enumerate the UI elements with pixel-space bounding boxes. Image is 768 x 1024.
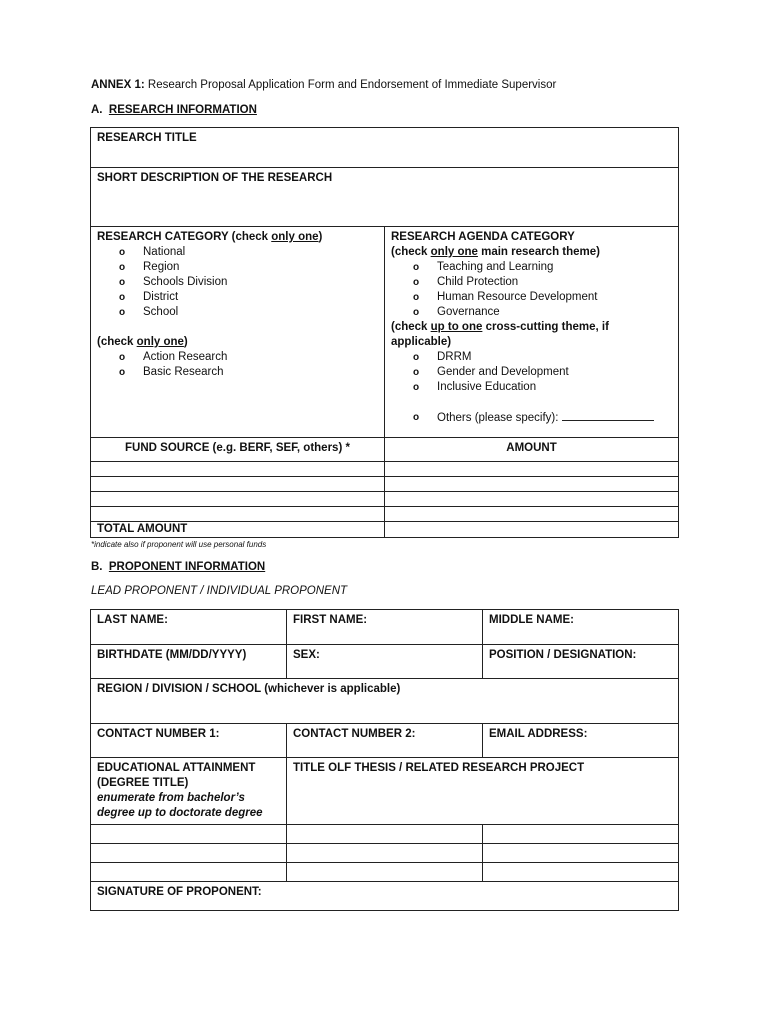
agenda-others	[391, 410, 672, 426]
lead-proponent-label: LEAD PROPONENT / INDIVIDUAL PROPONENT	[91, 585, 348, 597]
educational-attainment-label: EDUCATIONAL ATTAINMENT (DEGREE TITLE)	[97, 762, 256, 789]
research-information-table	[90, 127, 679, 538]
position-cell[interactable]	[483, 645, 679, 679]
agenda-option-drrm[interactable]: o DRRM	[391, 350, 672, 365]
signature-cell[interactable]	[91, 882, 679, 911]
category-option-national[interactable]: o National	[97, 245, 378, 260]
research-title-cell[interactable]	[91, 128, 679, 168]
email-address-label: EMAIL ADDRESS:	[489, 728, 588, 740]
section-b-letter: B.	[91, 561, 103, 573]
first-name-cell[interactable]	[287, 610, 483, 645]
region-division-school-label: REGION / DIVISION / SCHOOL (whichever is applicable)	[97, 683, 401, 695]
agenda-option-others[interactable]: o Others (please specify):	[391, 410, 672, 426]
type-option-action-research[interactable]: o Action Research	[97, 350, 378, 365]
others-specify-line[interactable]	[562, 410, 654, 421]
thesis-cell[interactable]	[287, 844, 483, 863]
fund-source-cell[interactable]	[91, 507, 385, 522]
agenda-cross-options	[391, 350, 672, 395]
research-category-cell	[91, 227, 385, 438]
position-label: POSITION / DESIGNATION:	[489, 649, 637, 661]
category-option-district[interactable]: o District	[97, 290, 378, 305]
research-type-label: (check only one)	[97, 336, 188, 348]
agenda-option-teaching-learning[interactable]: o Teaching and Learning	[391, 260, 672, 275]
educational-attainment-header	[91, 758, 287, 825]
contact-number-2-label: CONTACT NUMBER 2:	[293, 728, 416, 740]
sex-cell[interactable]	[287, 645, 483, 679]
fund-source-cell[interactable]	[91, 492, 385, 507]
degree-cell[interactable]	[91, 844, 287, 863]
total-amount-label: TOTAL AMOUNT	[91, 522, 385, 538]
research-type-options	[97, 350, 378, 380]
annex-title-text: Research Proposal Application Form and Endorsement of Immediate Supervisor	[144, 79, 557, 91]
first-name-label: FIRST NAME:	[293, 614, 368, 626]
category-option-schools-division[interactable]: o Schools Division	[97, 275, 378, 290]
section-a-heading	[91, 104, 257, 116]
research-agenda-cell	[385, 227, 679, 438]
email-address-cell[interactable]	[483, 724, 679, 758]
thesis-cell[interactable]	[483, 863, 679, 882]
annex-title	[91, 79, 556, 91]
degree-cell[interactable]	[91, 825, 287, 844]
middle-name-label: MIDDLE NAME:	[489, 614, 574, 626]
amount-cell[interactable]	[385, 477, 679, 492]
agenda-option-hr-development[interactable]: o Human Resource Development	[391, 290, 672, 305]
proponent-information-table	[90, 609, 679, 911]
thesis-cell[interactable]	[483, 825, 679, 844]
agenda-main-options	[391, 260, 672, 320]
category-options	[97, 245, 378, 320]
degree-cell[interactable]	[91, 863, 287, 882]
thesis-cell[interactable]	[287, 825, 483, 844]
amount-cell[interactable]	[385, 507, 679, 522]
thesis-cell[interactable]	[483, 844, 679, 863]
short-description-label: SHORT DESCRIPTION OF THE RESEARCH	[97, 172, 333, 184]
contact-number-2-cell[interactable]	[287, 724, 483, 758]
research-agenda-label: RESEARCH AGENDA CATEGORY	[391, 231, 575, 243]
thesis-title-label: TITLE OLF THESIS / RELATED RESEARCH PROJECT	[293, 762, 585, 774]
contact-number-1-cell[interactable]	[91, 724, 287, 758]
fund-source-cell[interactable]	[91, 462, 385, 477]
section-a-letter: A.	[91, 104, 103, 116]
agenda-cross-instruction: (check up to one cross-cutting theme, if applicable)	[391, 321, 609, 348]
agenda-option-child-protection[interactable]: o Child Protection	[391, 275, 672, 290]
amount-header: AMOUNT	[385, 438, 679, 462]
category-option-school[interactable]: o School	[97, 305, 378, 320]
birthdate-cell[interactable]	[91, 645, 287, 679]
category-option-region[interactable]: o Region	[97, 260, 378, 275]
agenda-main-instruction: (check only one main research theme)	[391, 246, 601, 258]
thesis-title-header	[287, 758, 679, 825]
annex-prefix: ANNEX 1:	[91, 79, 145, 91]
type-option-basic-research[interactable]: o Basic Research	[97, 365, 378, 380]
middle-name-cell[interactable]	[483, 610, 679, 645]
section-a-title: RESEARCH INFORMATION	[108, 104, 257, 116]
amount-cell[interactable]	[385, 462, 679, 477]
sex-label: SEX:	[293, 649, 320, 661]
section-b-title: PROPONENT INFORMATION	[108, 561, 266, 573]
thesis-cell[interactable]	[287, 863, 483, 882]
contact-number-1-label: CONTACT NUMBER 1:	[97, 728, 220, 740]
region-division-school-cell[interactable]	[91, 679, 679, 724]
last-name-cell[interactable]	[91, 610, 287, 645]
short-description-cell[interactable]	[91, 168, 679, 227]
agenda-option-inclusive-education[interactable]: o Inclusive Education	[391, 380, 672, 395]
amount-cell[interactable]	[385, 492, 679, 507]
fund-source-cell[interactable]	[91, 477, 385, 492]
signature-label: SIGNATURE OF PROPONENT:	[97, 886, 262, 898]
research-title-label: RESEARCH TITLE	[97, 132, 197, 144]
birthdate-label: BIRTHDATE (MM/DD/YYYY)	[97, 649, 247, 661]
section-b-heading	[91, 561, 265, 573]
fund-footnote: *indicate also if proponent will use personal funds	[91, 540, 267, 549]
fund-source-header: FUND SOURCE (e.g. BERF, SEF, others) *	[91, 438, 385, 462]
research-category-label: RESEARCH CATEGORY (check only one)	[97, 231, 323, 243]
agenda-option-gender-development[interactable]: o Gender and Development	[391, 365, 672, 380]
last-name-label: LAST NAME:	[97, 614, 168, 626]
agenda-option-governance[interactable]: o Governance	[391, 305, 672, 320]
educational-attainment-note: enumerate from bachelor’s degree up to doctorate degree	[97, 792, 263, 819]
total-amount-cell[interactable]	[385, 522, 679, 538]
